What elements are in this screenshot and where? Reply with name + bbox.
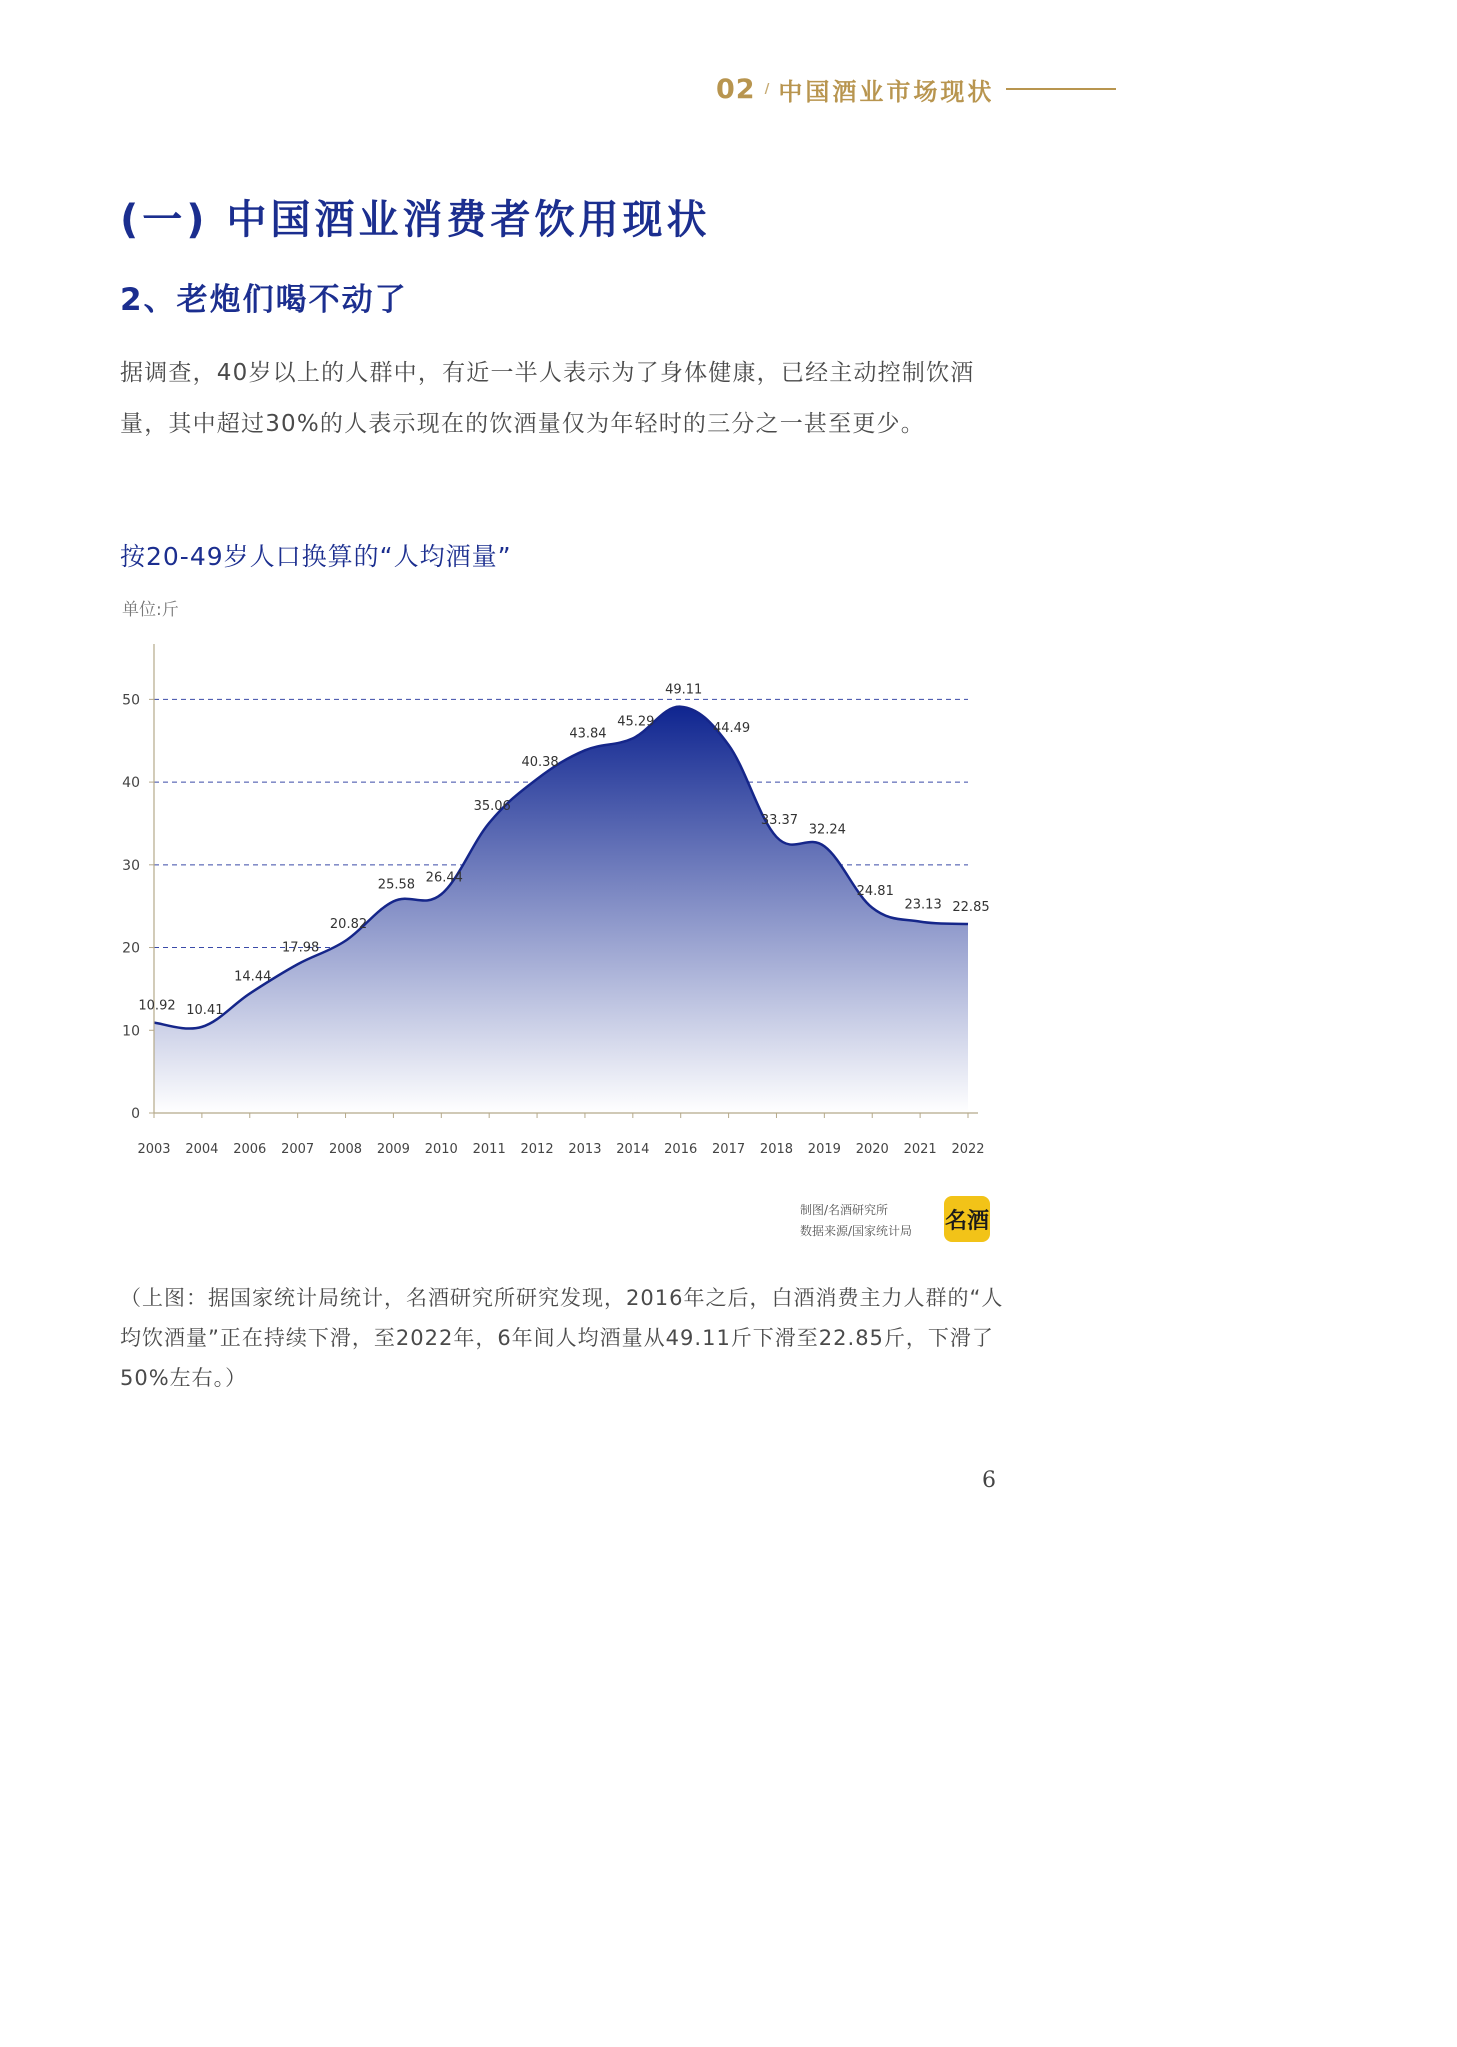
x-tick-label: 2020: [855, 1142, 889, 1157]
data-label: 40.38: [521, 754, 559, 770]
x-tick-label: 2013: [568, 1142, 602, 1157]
data-label: 43.84: [569, 726, 607, 742]
chart-title: 按20-49岁人口换算的“人均酒量”: [120, 542, 512, 571]
x-tick-label: 2007: [281, 1142, 315, 1157]
x-tick-label: 2009: [376, 1142, 410, 1157]
x-tick-label: 2011: [472, 1142, 506, 1157]
data-label: 35.06: [473, 798, 511, 814]
x-tick-label: 2018: [759, 1142, 794, 1157]
x-tick-label: 2019: [807, 1142, 841, 1157]
section-slash: /: [764, 82, 770, 97]
data-label: 23.13: [904, 897, 942, 913]
body-paragraph: 据调查，40岁以上的人群中，有近一半人表示为了身体健康，已经主动控制饮酒量，其中超过30%的人表示现在的饮酒量仅为年轻时的三分之一甚至更少。: [120, 360, 975, 437]
y-tick-label: 20: [122, 940, 140, 957]
sub-title: 2、老炮们喝不动了: [120, 282, 408, 318]
chart-caption: （上图：据国家统计局统计，名酒研究所研究发现，2016年之后，白酒消费主力人群的“人均饮酒量”正在持续下滑，至2022年，6年间人均酒量从49.11斤下滑至22.85斤，下滑了50%左右。）: [120, 1286, 1004, 1390]
data-label: 22.85: [952, 899, 990, 915]
x-tick-label: 2008: [328, 1142, 363, 1157]
area-chart: [110, 640, 1010, 1170]
chart-unit: 单位:斤: [122, 600, 179, 620]
data-label: 32.24: [808, 822, 846, 838]
header-rule: [1006, 88, 1116, 90]
main-title: (一) 中国酒业消费者饮用现状: [120, 197, 711, 243]
data-label: 45.29: [617, 714, 655, 730]
x-tick-label: 2014: [616, 1142, 650, 1157]
data-label: 33.37: [760, 812, 799, 828]
x-tick-label: 2010: [424, 1142, 458, 1157]
x-tick-label: 2004: [185, 1142, 219, 1157]
credit-data-source: 数据来源/国家统计局: [800, 1224, 913, 1238]
data-label: 20.82: [329, 916, 368, 932]
data-label: 25.58: [377, 877, 416, 893]
section-number: 02: [716, 74, 756, 105]
y-tick-label: 10: [122, 1023, 140, 1040]
x-tick-label: 2016: [664, 1142, 698, 1157]
logo-icon: 名酒: [944, 1196, 990, 1242]
credit-chart-by: 制图/名酒研究所: [800, 1203, 889, 1217]
data-label: 44.49: [712, 720, 751, 736]
area-fill: [154, 707, 968, 1113]
x-tick-label: 2012: [520, 1142, 554, 1157]
section-title: 中国酒业市场现状: [778, 78, 995, 106]
x-tick-label: 2022: [951, 1142, 985, 1157]
data-label: 26.44: [425, 870, 463, 886]
data-label: 14.44: [234, 969, 272, 985]
data-label: 17.98: [282, 940, 320, 956]
x-tick-label: 2006: [233, 1142, 267, 1157]
data-label: 24.81: [856, 883, 894, 899]
section-header: [716, 72, 994, 107]
y-tick-label: 0: [131, 1106, 140, 1122]
data-label: 10.41: [186, 1002, 224, 1018]
y-tick-label: 30: [122, 857, 140, 874]
page-number: 6: [982, 1468, 996, 1493]
y-tick-label: 40: [122, 775, 140, 792]
x-tick-label: 2021: [903, 1142, 937, 1157]
credits: [800, 1200, 912, 1242]
x-tick-label: 2003: [137, 1142, 171, 1157]
data-label: 49.11: [665, 682, 703, 698]
x-tick-label: 2017: [712, 1142, 746, 1157]
data-label: 10.92: [138, 998, 176, 1014]
y-tick-label: 50: [122, 692, 140, 709]
